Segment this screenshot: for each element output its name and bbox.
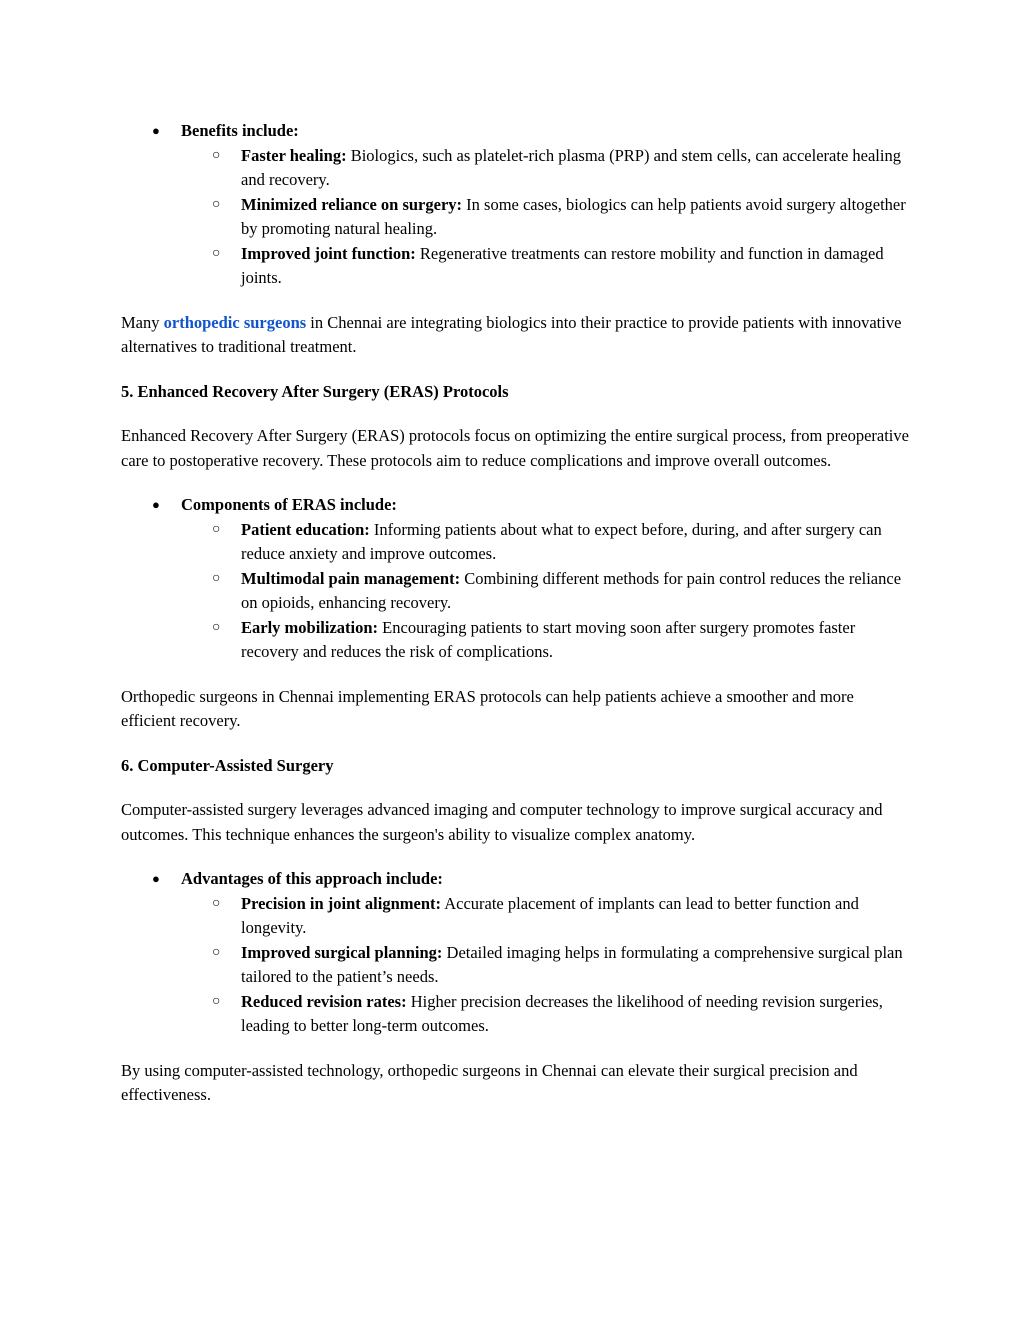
circle-bullet-icon: ○ [212, 521, 221, 537]
paragraph-eras-intro: Enhanced Recovery After Surgery (ERAS) protocols focus on optimizing the entire surgical process, from preoperative care to postoperative recovery. These protocols aim to reduce complications and improve overall outcomes. [121, 426, 909, 470]
list-title: Advantages of this approach include: [181, 869, 443, 888]
cas-advantages-list [121, 867, 911, 1039]
item-label: Early mobilization: [241, 617, 379, 637]
paragraph-eras-outro: Orthopedic surgeons in Chennai implementing ERAS protocols can help patients achieve a smoother and more efficient recovery. [121, 686, 854, 730]
list-title: Benefits include: [181, 121, 299, 140]
list-item [121, 616, 911, 665]
list-item [121, 892, 911, 941]
heading-eras: 5. Enhanced Recovery After Surgery (ERAS) Protocols [121, 381, 509, 401]
document-page [121, 119, 911, 1108]
eras-components-list [121, 493, 911, 665]
paragraph-cas-intro: Computer-assisted surgery leverages advanced imaging and computer technology to improve surgical accuracy and outcomes. This technique enhances the surgeon's ability to visualize complex anatomy. [121, 800, 883, 844]
list-item [121, 567, 911, 616]
item-text: Regenerative treatments can restore mobility and function in damaged joints. [241, 243, 884, 287]
item-text: Accurate placement of implants can lead to better function and longevity. [241, 893, 859, 937]
item-text: Higher precision decreases the likelihood of needing revision surgeries, leading to better long-term outcomes. [241, 991, 883, 1035]
item-label: Reduced revision rates: [241, 991, 407, 1011]
paragraph-text: in Chennai are integrating biologics into their practice to provide patients with innovative alternatives to traditional treatment. [121, 312, 902, 356]
circle-bullet-icon: ○ [212, 196, 221, 212]
circle-bullet-icon: ○ [212, 570, 221, 586]
item-text: Detailed imaging helps in formulating a comprehensive surgical plan tailored to the patient’s needs. [241, 942, 903, 986]
item-label: Multimodal pain management: [241, 568, 461, 588]
benefits-list [121, 119, 911, 291]
circle-bullet-icon: ○ [212, 619, 221, 635]
item-label: Precision in joint alignment: [241, 893, 441, 913]
item-label: Faster healing: [241, 145, 347, 165]
bullet-icon: ● [152, 123, 160, 138]
paragraph-text: Many [121, 312, 164, 332]
list-item [121, 193, 911, 242]
item-label: Minimized reliance on surgery: [241, 194, 463, 214]
list-item [121, 867, 911, 892]
list-item [121, 941, 911, 990]
item-text: Combining different methods for pain control reduces the reliance on opioids, enhancing recovery. [241, 568, 902, 612]
paragraph-biologics [121, 311, 911, 360]
list-item [121, 518, 911, 567]
item-label: Improved joint function: [241, 243, 416, 263]
circle-bullet-icon: ○ [212, 895, 221, 911]
item-label: Improved surgical planning: [241, 942, 443, 962]
circle-bullet-icon: ○ [212, 245, 221, 261]
list-item [121, 493, 911, 518]
circle-bullet-icon: ○ [212, 147, 221, 163]
bullet-icon: ● [152, 871, 160, 886]
list-item [121, 242, 911, 291]
item-text: In some cases, biologics can help patients avoid surgery altogether by promoting natural healing. [241, 194, 906, 238]
heading-cas: 6. Computer-Assisted Surgery [121, 755, 334, 775]
list-title: Components of ERAS include: [181, 495, 397, 514]
item-text: Informing patients about what to expect before, during, and after surgery can reduce anxiety and improve outcomes. [241, 519, 882, 563]
item-label: Patient education: [241, 519, 370, 539]
list-item [121, 144, 911, 193]
list-item [121, 990, 911, 1039]
item-text: Encouraging patients to start moving soon after surgery promotes faster recovery and reduces the risk of complications. [241, 617, 856, 661]
item-text: Biologics, such as platelet-rich plasma (PRP) and stem cells, can accelerate healing and recovery. [241, 145, 901, 189]
bullet-icon: ● [152, 497, 160, 512]
circle-bullet-icon: ○ [212, 944, 221, 960]
paragraph-cas-outro: By using computer-assisted technology, orthopedic surgeons in Chennai can elevate their surgical precision and effectiveness. [121, 1060, 858, 1104]
list-item [121, 119, 911, 144]
circle-bullet-icon: ○ [212, 993, 221, 1009]
orthopedic-surgeons-link[interactable]: orthopedic surgeons [163, 312, 307, 332]
